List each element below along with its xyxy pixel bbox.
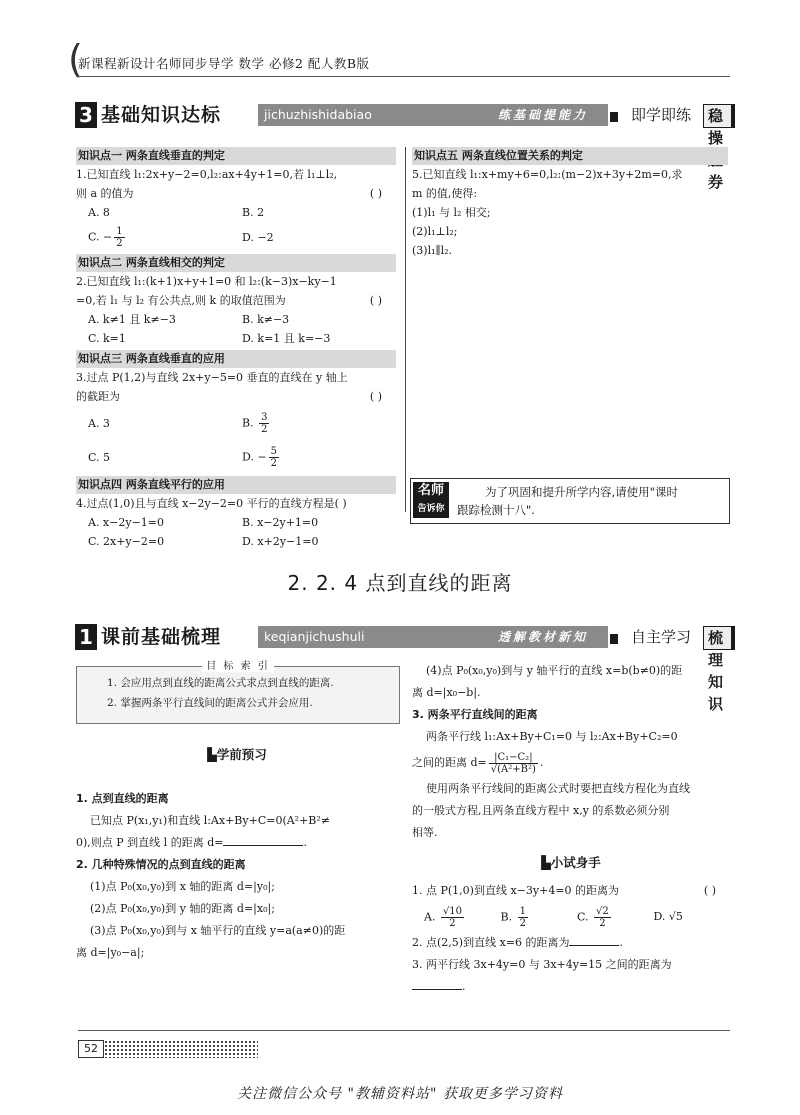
banner-number: 1 bbox=[75, 624, 97, 650]
topic-heading: 3. 两条平行直线间的距离 bbox=[412, 708, 538, 721]
answer-blank[interactable] bbox=[412, 989, 462, 990]
sub-item: (2)l₁⊥l₂; bbox=[412, 225, 458, 238]
banner-pinyin: keqianjichushuli bbox=[264, 629, 365, 644]
exercise-column-right bbox=[412, 147, 728, 260]
answer-paren[interactable]: ( ) bbox=[369, 294, 382, 307]
question-text: 2. 点(2,5)到直线 x=6 的距离为 . bbox=[412, 936, 623, 949]
answer-blank[interactable] bbox=[223, 845, 303, 846]
case-item-cont: 离 d=|y₀−a|; bbox=[76, 946, 145, 959]
case-item: (2)点 P₀(x₀,y₀)到 y 轴的距离 d=|x₀|; bbox=[90, 902, 275, 915]
subsection-try: ▙小试身手 bbox=[541, 855, 601, 870]
case-item-cont: 离 d=|x₀−b|. bbox=[412, 686, 481, 699]
question-text-cont: m 的值,使得: bbox=[412, 187, 478, 200]
sub-item: (1)l₁ 与 l₂ 相交; bbox=[412, 206, 491, 219]
distance-formula: $\frac{\text{|C₁−C₂|}}{\text{√(A²+B²)}}$ bbox=[490, 751, 536, 775]
footer-note: 关注微信公众号 "教辅资料站" 获取更多学习资料 bbox=[237, 1086, 563, 1102]
option-a[interactable]: A. k≠1 且 k≠−3 bbox=[88, 313, 176, 326]
banner-slogan: 透解教材新知 bbox=[497, 630, 588, 644]
page-dots-decoration bbox=[104, 1040, 258, 1058]
preview-column-right bbox=[412, 660, 730, 998]
page-number: 52 bbox=[78, 1040, 104, 1058]
option-c[interactable]: C. 5 bbox=[88, 450, 111, 464]
header-rule bbox=[78, 76, 730, 77]
section-heading: 知识点二 两条直线相交的判定 bbox=[76, 254, 396, 272]
column-divider bbox=[405, 147, 406, 512]
question-text-cont: . bbox=[412, 976, 730, 998]
banner-tag-boxed: 梳理知识 bbox=[703, 626, 732, 650]
fraction: $\frac{1}{2}$ bbox=[116, 225, 123, 249]
options-row bbox=[76, 532, 396, 551]
paragraph-cont: 的一般式方程,且两条直线方程中 x,y 的系数必须分别 bbox=[412, 804, 670, 817]
teacher-tip-text[interactable]: 为了巩固和提升所学内容,请使用"课时 跟踪检测十八". bbox=[457, 485, 678, 517]
question-text: 4.过点(1,0)且与直线 x−2y−2=0 平行的直线方程是( ) bbox=[76, 497, 347, 510]
banner-title: 课前基础梳理 bbox=[101, 626, 222, 648]
options-row bbox=[76, 406, 396, 440]
option-a[interactable]: A. 3 bbox=[88, 416, 110, 430]
question-text: 3.过点 P(1,2)与直线 2x+y−5=0 垂直的直线在 y 轴上 bbox=[76, 371, 348, 384]
option-b[interactable]: B. x−2y+1=0 bbox=[242, 516, 319, 529]
options-row bbox=[412, 902, 730, 932]
case-item: (3)点 P₀(x₀,y₀)到与 x 轴平行的直线 y=a(a≠0)的距 bbox=[90, 924, 346, 937]
banner-square-icon bbox=[610, 112, 618, 122]
question-text-cont: 的截距为 ( ) bbox=[76, 387, 396, 406]
paragraph: 已知点 P(x₁,y₁)和直线 l:Ax+By+C=0(A²+B²≠ bbox=[90, 814, 331, 827]
paragraph-cont: 0),则点 P 到直线 l 的距离 d= . bbox=[76, 836, 307, 849]
option-b[interactable]: B. $\frac{1}{2}$ bbox=[500, 905, 526, 929]
question-text: 1.已知直线 l₁:2x+y−2=0,l₂:ax+4y+1=0,若 l₁⊥l₂, bbox=[76, 168, 338, 181]
teacher-tip-box bbox=[410, 478, 730, 524]
section-title: 2. 2. 4 点到直线的距离 bbox=[287, 571, 513, 595]
options-row bbox=[76, 440, 396, 474]
question-text: 1. 点 P(1,0)到直线 x−3y+4=0 的距离为 ( ) bbox=[412, 880, 730, 902]
option-b[interactable]: B. k≠−3 bbox=[242, 313, 290, 326]
banner-pinyin: jichuzhishidabiao bbox=[264, 107, 372, 122]
bottom-rule bbox=[78, 1030, 730, 1031]
option-a[interactable]: A. 8 bbox=[88, 206, 110, 219]
bookmark-icon: ▙ bbox=[207, 747, 217, 762]
options-row bbox=[76, 203, 396, 222]
section-heading: 知识点五 两条直线位置关系的判定 bbox=[412, 147, 728, 165]
topic-heading: 1. 点到直线的距离 bbox=[76, 792, 169, 805]
option-a[interactable]: A. $\frac{√10}{2}$ bbox=[424, 905, 463, 929]
question-text-cont: =0,若 l₁ 与 l₂ 有公共点,则 k 的取值范围为 ( ) bbox=[76, 291, 396, 310]
teacher-tip-icon: 名师 告诉你 bbox=[413, 482, 449, 518]
paragraph: 两条平行线 l₁:Ax+By+C₁=0 与 l₂:Ax+By+C₂=0 bbox=[426, 730, 678, 743]
objectives-box bbox=[76, 661, 400, 724]
banner-strip bbox=[258, 626, 608, 648]
objective-item: 1. 会应用点到直线的距离公式求点到直线的距离. bbox=[107, 677, 334, 689]
question-text: 2.已知直线 l₁:(k+1)x+y+1=0 和 l₂:(k−3)x−ky−1 bbox=[76, 275, 337, 288]
fraction: $\frac{3}{2}$ bbox=[261, 411, 268, 435]
options-row bbox=[76, 329, 396, 348]
answer-paren[interactable]: ( ) bbox=[703, 884, 716, 897]
case-item: (1)点 P₀(x₀,y₀)到 x 轴的距离 d=|y₀|; bbox=[90, 880, 275, 893]
question-text-cont: 则 a 的值为 ( ) bbox=[76, 184, 396, 203]
answer-paren[interactable]: ( ) bbox=[369, 187, 382, 200]
fraction: $\frac{5}{2}$ bbox=[270, 445, 278, 469]
banner-tag: 自主学习 bbox=[631, 628, 692, 646]
banner-number: 3 bbox=[75, 102, 97, 128]
banner-square-icon bbox=[610, 634, 618, 644]
option-c[interactable]: C. $\frac{√2}{2}$ bbox=[577, 905, 609, 929]
option-d[interactable]: D. √5 bbox=[653, 910, 683, 923]
exercise-column-left bbox=[76, 147, 396, 551]
option-a[interactable]: A. x−2y−1=0 bbox=[88, 516, 165, 529]
banner-tag: 即学即练 bbox=[631, 106, 692, 124]
banner-slogan: 练基础提能力 bbox=[497, 108, 588, 122]
fraction: $\frac{√10}{2}$ bbox=[442, 905, 463, 929]
section-heading: 知识点一 两条直线垂直的判定 bbox=[76, 147, 396, 165]
subsection-preview: ▙学前预习 bbox=[207, 747, 267, 762]
option-c[interactable]: C. 2x+y−2=0 bbox=[88, 535, 165, 548]
banner-title: 基础知识达标 bbox=[101, 104, 222, 126]
bookmark-icon: ▙ bbox=[541, 855, 551, 870]
options-row bbox=[76, 222, 396, 252]
banner-strip bbox=[258, 104, 608, 126]
answer-paren[interactable]: ( ) bbox=[369, 390, 382, 403]
case-item: (4)点 P₀(x₀,y₀)到与 y 轴平行的直线 x=b(b≠0)的距 bbox=[426, 664, 683, 677]
section-heading: 知识点四 两条直线平行的应用 bbox=[76, 476, 396, 494]
option-b[interactable]: B. $\frac{3}{2}$ bbox=[242, 411, 268, 435]
option-d[interactable]: D. x+2y−1=0 bbox=[242, 535, 319, 548]
preview-column-left bbox=[76, 744, 398, 964]
sub-item: (3)l₁∥l₂. bbox=[412, 244, 453, 257]
answer-blank[interactable] bbox=[569, 945, 619, 946]
topic-heading: 2. 几种特殊情况的点到直线的距离 bbox=[76, 858, 246, 871]
option-d[interactable]: D. k=1 且 k=−3 bbox=[242, 332, 331, 345]
question-text: 3. 两平行线 3x+4y=0 与 3x+4y=15 之间的距离为 bbox=[412, 958, 672, 971]
formula-line: 之间的距离 d= $\frac{\text{|C₁−C₂|}}{\text{√(A²+B²)}}$ . bbox=[412, 751, 544, 775]
options-row bbox=[76, 513, 396, 532]
running-header: 新课程新设计名师同步导学 数学 必修2 配人教B版 bbox=[78, 56, 370, 71]
options-row bbox=[76, 310, 396, 329]
banner-tag-boxed: 稳操 券 bbox=[703, 104, 732, 128]
option-c[interactable]: C. − $\frac{1}{2}$ bbox=[88, 225, 123, 249]
objectives-heading: 目 标 索 引 bbox=[77, 657, 399, 677]
option-d[interactable]: D. −2 bbox=[242, 230, 274, 244]
fraction: $\frac{√2}{2}$ bbox=[596, 905, 609, 929]
fraction: $\frac{1}{2}$ bbox=[519, 905, 526, 929]
question-text: 5.已知直线 l₁:x+my+6=0,l₂:(m−2)x+3y+2m=0,求 bbox=[412, 168, 683, 181]
header-brace: ( bbox=[68, 37, 83, 81]
option-d[interactable]: D. − $\frac{5}{2}$ bbox=[242, 445, 278, 469]
paragraph-cont: 相等. bbox=[412, 826, 438, 839]
option-b[interactable]: B. 2 bbox=[242, 206, 265, 219]
objective-item: 2. 掌握两条平行直线间的距离公式并会应用. bbox=[107, 697, 313, 709]
paragraph: 使用两条平行线间的距离公式时要把直线方程化为直线 bbox=[426, 782, 690, 795]
option-c[interactable]: C. k=1 bbox=[88, 332, 126, 345]
section-heading: 知识点三 两条直线垂直的应用 bbox=[76, 350, 396, 368]
